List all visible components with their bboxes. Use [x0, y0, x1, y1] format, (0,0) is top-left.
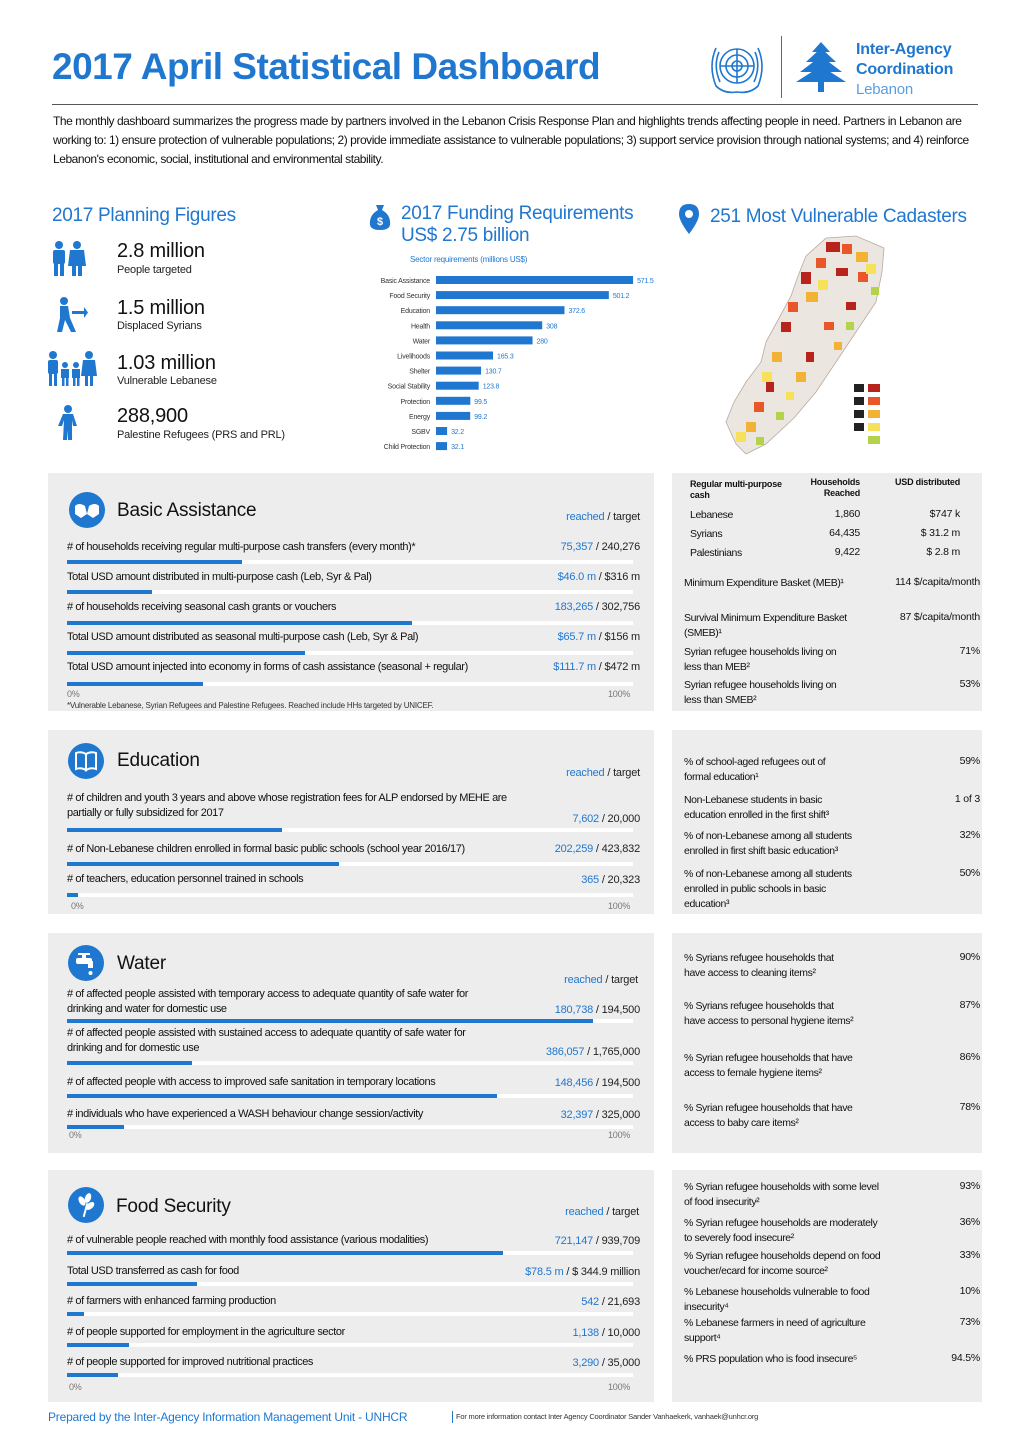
category-label: Livelihoods	[397, 353, 430, 361]
un-emblem-icon	[702, 36, 772, 98]
table-households: 1,860	[834, 508, 860, 520]
category-label: Food Security	[389, 293, 430, 301]
table-usd: $747 k	[929, 508, 960, 520]
stat-label: % Syrian refugee households are moderately to severely food insecure²	[684, 1217, 878, 1244]
scale-min: 0%	[67, 689, 80, 699]
value-label: 32.2	[451, 429, 464, 436]
funding-bar	[436, 382, 479, 390]
table-header-households: Households Reached	[810, 477, 860, 498]
stat-value: 73%	[959, 1316, 980, 1328]
progress-fill	[67, 590, 152, 594]
progress-fill	[67, 1125, 124, 1129]
stat-label: % Syrians refugee households that have access to cleaning items²	[684, 952, 834, 979]
value-label: 165.3	[497, 353, 514, 361]
indicator-value: 1,138 / 10,000	[572, 1327, 640, 1339]
scale-min: 0%	[69, 1382, 82, 1392]
funding-bar	[436, 321, 542, 329]
indicator-label: Total USD amount distributed as seasonal multi-purpose cash (Leb, Syr & Pal)	[67, 631, 419, 643]
planning-value: 2.8 million	[117, 240, 205, 262]
progress-fill	[67, 1251, 503, 1255]
indicator-value: 75,357 / 240,276	[560, 541, 640, 553]
logo-divider	[781, 36, 782, 98]
category-label: Shelter	[409, 368, 430, 376]
page-title: 2017 April Statistical Dashboard	[52, 46, 601, 87]
stat-value: 87%	[959, 999, 980, 1011]
cedar-tree-icon	[794, 40, 848, 94]
funding-bar-chart	[350, 270, 654, 455]
stat-value: 87 $/capita/month	[899, 611, 980, 623]
funding-bar	[436, 412, 470, 420]
indicator-label: # of people supported for improved nutritional practices	[67, 1356, 314, 1368]
indicator-value: $78.5 m / $ 344.9 million	[525, 1266, 640, 1278]
value-label: 571.5	[637, 278, 654, 285]
indicator-value: 365 / 20,323	[581, 874, 640, 886]
stat-value: 59%	[959, 755, 980, 767]
progress-track	[67, 590, 633, 594]
progress-track	[67, 893, 633, 897]
vulnerable-cadasters-map	[706, 232, 932, 458]
indicator-value: 202,259 / 423,832	[554, 843, 640, 855]
progress-fill	[67, 862, 339, 866]
stat-value: 71%	[959, 645, 980, 657]
stat-label: % Lebanese farmers in need of agriculture support⁴	[684, 1317, 866, 1344]
hands-icon	[69, 492, 105, 528]
footnote: *Vulnerable Lebanese, Syrian Refugees and Palestine Refugees. Reached include HHs targeted by UNICEF.	[67, 701, 434, 710]
indicator-value: 7,602 / 20,000	[572, 813, 640, 825]
table-group: Lebanese	[690, 509, 733, 521]
stat-value: 78%	[959, 1101, 980, 1113]
indicator-label: # of affected people assisted with temporary access to adequate quantity of safe water for drinking and water for domestic use	[67, 988, 468, 1015]
section-title: Water	[117, 953, 166, 974]
reached-target-header: reached / target	[566, 767, 640, 779]
money-bag-icon	[368, 203, 392, 231]
progress-fill	[67, 1373, 118, 1377]
funding-bar	[436, 367, 481, 375]
indicator-label: # of Non-Lebanese children enrolled in formal basic public schools (school year 2016/17)	[67, 843, 465, 855]
chart-subtitle: Sector requirements (millions US$)	[410, 255, 528, 264]
stat-value: 33%	[959, 1249, 980, 1261]
progress-fill	[67, 1094, 497, 1098]
table-group: Syrians	[690, 528, 723, 540]
stat-label: % Syrian refugee households depend on food voucher/ecard for income source²	[684, 1250, 881, 1277]
progress-track	[67, 1125, 633, 1129]
location-pin-icon	[678, 203, 700, 235]
stat-label: % of school-aged refugees out of formal education¹	[684, 756, 826, 783]
person-icon	[50, 404, 90, 442]
value-label: 32.1	[451, 444, 464, 452]
section-title: Basic Assistance	[117, 500, 257, 521]
indicator-label: # of affected people assisted with sustained access to adequate quantity of safe water for drinking and for domestic use	[67, 1027, 466, 1054]
indicator-value: 542 / 21,693	[581, 1296, 640, 1308]
value-label: 99.2	[474, 413, 488, 421]
funding-bar	[436, 306, 564, 314]
indicator-label: Total USD transferred as cash for food	[67, 1265, 239, 1277]
indicator-label: # of households receiving regular multi-purpose cash transfers (every month)*	[67, 541, 416, 553]
value-label: 372.6	[568, 308, 586, 316]
stat-value: 86%	[959, 1051, 980, 1063]
scale-max: 100%	[608, 689, 631, 699]
stat-label: Syrian refugee households living on less than MEB²	[684, 646, 837, 673]
table-households: 9,422	[834, 546, 860, 558]
stat-label: Syrian refugee households living on less than SMEB²	[684, 679, 837, 706]
progress-fill	[67, 1312, 84, 1316]
category-label: Child Protection	[383, 444, 430, 452]
progress-fill	[67, 1282, 197, 1286]
category-label: Education	[400, 308, 430, 316]
planning-value: 288,900	[117, 405, 188, 427]
table-header-usd: USD distributed	[894, 477, 960, 487]
table-households: 64,435	[829, 527, 860, 539]
funding-bar	[436, 276, 633, 284]
indicator-value: 180,738 / 194,500	[554, 1004, 640, 1016]
stat-label: % Syrians refugee households that have access to personal hygiene items²	[684, 1000, 854, 1027]
book-icon	[68, 743, 104, 779]
progress-fill	[67, 1343, 129, 1347]
footer-divider	[452, 1411, 453, 1423]
scale-max: 100%	[608, 1382, 631, 1392]
category-label: Social Stability	[387, 383, 430, 391]
funding-bar	[436, 442, 447, 450]
footer-prepared-by: Prepared by the Inter-Agency Information Management Unit - UNHCR	[48, 1410, 408, 1424]
scale-max: 100%	[608, 1130, 631, 1140]
reached-target-header: reached / target	[565, 1206, 639, 1218]
stat-value: 114 $/capita/month	[895, 576, 980, 588]
indicator-label: # of farmers with enhanced farming production	[67, 1295, 276, 1307]
indicator-label: # of children and youth 3 years and above whose registration fees for ALP endorsed by MEHE are partially or fully subsidized for 2017	[67, 792, 507, 819]
wheat-icon	[68, 1187, 104, 1223]
stat-label: % PRS population who is food insecure⁵	[684, 1353, 858, 1365]
funding-bar	[436, 336, 533, 344]
indicator-value: 183,265 / 302,756	[554, 601, 640, 613]
cadasters-title: 251 Most Vulnerable Cadasters	[710, 206, 967, 227]
table-usd: $ 31.2 m	[920, 527, 960, 539]
progress-fill	[67, 893, 78, 897]
header-rule	[52, 104, 978, 105]
category-label: Water	[412, 338, 430, 346]
indicator-value: 148,456 / 194,500	[554, 1077, 640, 1089]
progress-fill	[67, 682, 203, 686]
stat-label: % of non-Lebanese among all students enrolled in public schools in basic education³	[684, 868, 852, 910]
family-children-icon	[45, 350, 97, 388]
indicator-value: $46.0 m / $316 m	[557, 571, 640, 583]
value-label: 308	[546, 323, 558, 331]
displaced-person-icon	[48, 296, 88, 334]
reached-target-header: reached / target	[564, 974, 638, 986]
stat-value: 32%	[959, 829, 980, 841]
stat-label: Non-Lebanese students in basic education enrolled in the first shift³	[684, 794, 829, 821]
indicator-label: # of teachers, education personnel trained in schools	[67, 873, 304, 885]
stat-label: % Lebanese households vulnerable to food insecurity⁴	[684, 1286, 870, 1313]
indicator-label: Total USD amount distributed in multi-purpose cash (Leb, Syr & Pal)	[67, 571, 372, 583]
stat-value: 94.5%	[951, 1352, 980, 1364]
progress-track	[67, 1373, 633, 1377]
progress-fill	[67, 1019, 593, 1023]
stat-value: 10%	[959, 1285, 980, 1297]
coordination-logo-text: Inter-Agency Coordination Lebanon	[856, 41, 954, 98]
value-label: 130.7	[485, 368, 502, 376]
planning-value: 1.5 million	[117, 297, 205, 319]
indicator-value: $111.7 m / $472 m	[553, 661, 640, 673]
progress-track	[67, 1312, 633, 1316]
scale-min: 0%	[69, 1130, 82, 1140]
table-group: Palestinians	[690, 547, 742, 559]
planning-title: 2017 Planning Figures	[52, 205, 236, 226]
value-label: 501.2	[612, 293, 630, 301]
stat-value: 93%	[959, 1180, 980, 1192]
stat-label: Minimum Expenditure Basket (MEB)¹	[684, 577, 844, 589]
indicator-value: $65.7 m / $156 m	[557, 631, 640, 643]
table-header-group: Regular multi-purpose cash	[690, 479, 782, 500]
scale-min: 0%	[71, 901, 84, 911]
value-label: 99.5	[474, 398, 488, 406]
stat-value: 50%	[959, 867, 980, 879]
funding-bar	[436, 352, 493, 360]
value-label: 280	[536, 338, 548, 346]
indicator-label: # of vulnerable people reached with monthly food assistance (various modalities)	[67, 1234, 429, 1246]
funding-bar	[436, 427, 447, 435]
funding-bar	[436, 397, 470, 405]
stat-value: 1 of 3	[954, 793, 980, 805]
indicator-label: # of households receiving seasonal cash grants or vouchers	[67, 601, 337, 613]
indicator-label: # individuals who have experienced a WASH behaviour change session/activity	[67, 1108, 424, 1120]
section-title: Education	[117, 750, 200, 771]
progress-fill	[67, 1061, 192, 1065]
stat-label: % Syrian refugee households that have access to female hygiene items²	[684, 1052, 853, 1079]
category-label: Health	[410, 323, 430, 331]
svg-text:$: $	[377, 216, 383, 228]
funding-bar	[436, 291, 609, 299]
category-label: Energy	[409, 413, 430, 421]
indicator-value: 721,147 / 939,709	[554, 1235, 640, 1247]
progress-fill	[67, 560, 242, 564]
progress-fill	[67, 621, 412, 625]
planning-label: Vulnerable Lebanese	[117, 375, 217, 387]
planning-label: Displaced Syrians	[117, 320, 202, 332]
progress-fill	[67, 651, 305, 655]
indicator-value: 386,057 / 1,765,000	[545, 1046, 640, 1058]
category-label: SGBV	[411, 429, 430, 436]
stat-label: % Syrian refugee households that have access to baby care items²	[684, 1102, 853, 1129]
planning-label: Palestine Refugees (PRS and PRL)	[117, 429, 285, 441]
section-title: Food Security	[116, 1196, 231, 1217]
category-label: Basic Assistance	[380, 278, 430, 285]
stat-label: % of non-Lebanese among all students enrolled in first shift basic education³	[684, 830, 852, 857]
progress-track	[67, 1343, 633, 1347]
progress-fill	[67, 828, 282, 832]
faucet-icon	[68, 945, 104, 981]
indicator-value: 32,397 / 325,000	[560, 1109, 640, 1121]
intro-text: The monthly dashboard summarizes the progress made by partners involved in the Lebanon Crisis Response Plan and highlights trends affecting people in need. Partners in Lebanon are working to: 1) ensure protection of vulnerable populations; 2) provide immediate assistance to vulnerable populations; 3) support service provision through national systems; and 4) reinforce Lebanon's economic, social, institutional and environmental stability.	[53, 114, 969, 166]
stat-value: 90%	[959, 951, 980, 963]
footer-contact: For more information contact Inter Agency Coordinator Sander Vanhaekerk, vanhaek@unhcr.org	[456, 1412, 759, 1421]
planning-value: 1.03 million	[117, 352, 216, 374]
indicator-label: Total USD amount injected into economy in forms of cash assistance (seasonal + regular)	[67, 661, 468, 673]
table-usd: $ 2.8 m	[926, 546, 960, 558]
stat-value: 36%	[959, 1216, 980, 1228]
reached-target-header: reached / target	[566, 511, 640, 523]
indicator-value: 3,290 / 35,000	[572, 1357, 640, 1369]
planning-label: People targeted	[117, 264, 192, 276]
indicator-label: # of people supported for employment in the agriculture sector	[67, 1326, 345, 1338]
stat-label: % Syrian refugee households with some level of food insecurity²	[684, 1181, 879, 1208]
category-label: Protection	[400, 398, 430, 406]
stat-value: 53%	[959, 678, 980, 690]
family-icon	[48, 240, 88, 278]
value-label: 123.8	[482, 383, 500, 391]
indicator-label: # of affected people with access to improved safe sanitation in temporary locations	[67, 1076, 436, 1088]
stat-label: Survival Minimum Expenditure Basket (SMEB)¹	[684, 612, 847, 639]
scale-max: 100%	[608, 901, 631, 911]
funding-title: 2017 Funding Requirements US$ 2.75 billion	[401, 203, 634, 246]
